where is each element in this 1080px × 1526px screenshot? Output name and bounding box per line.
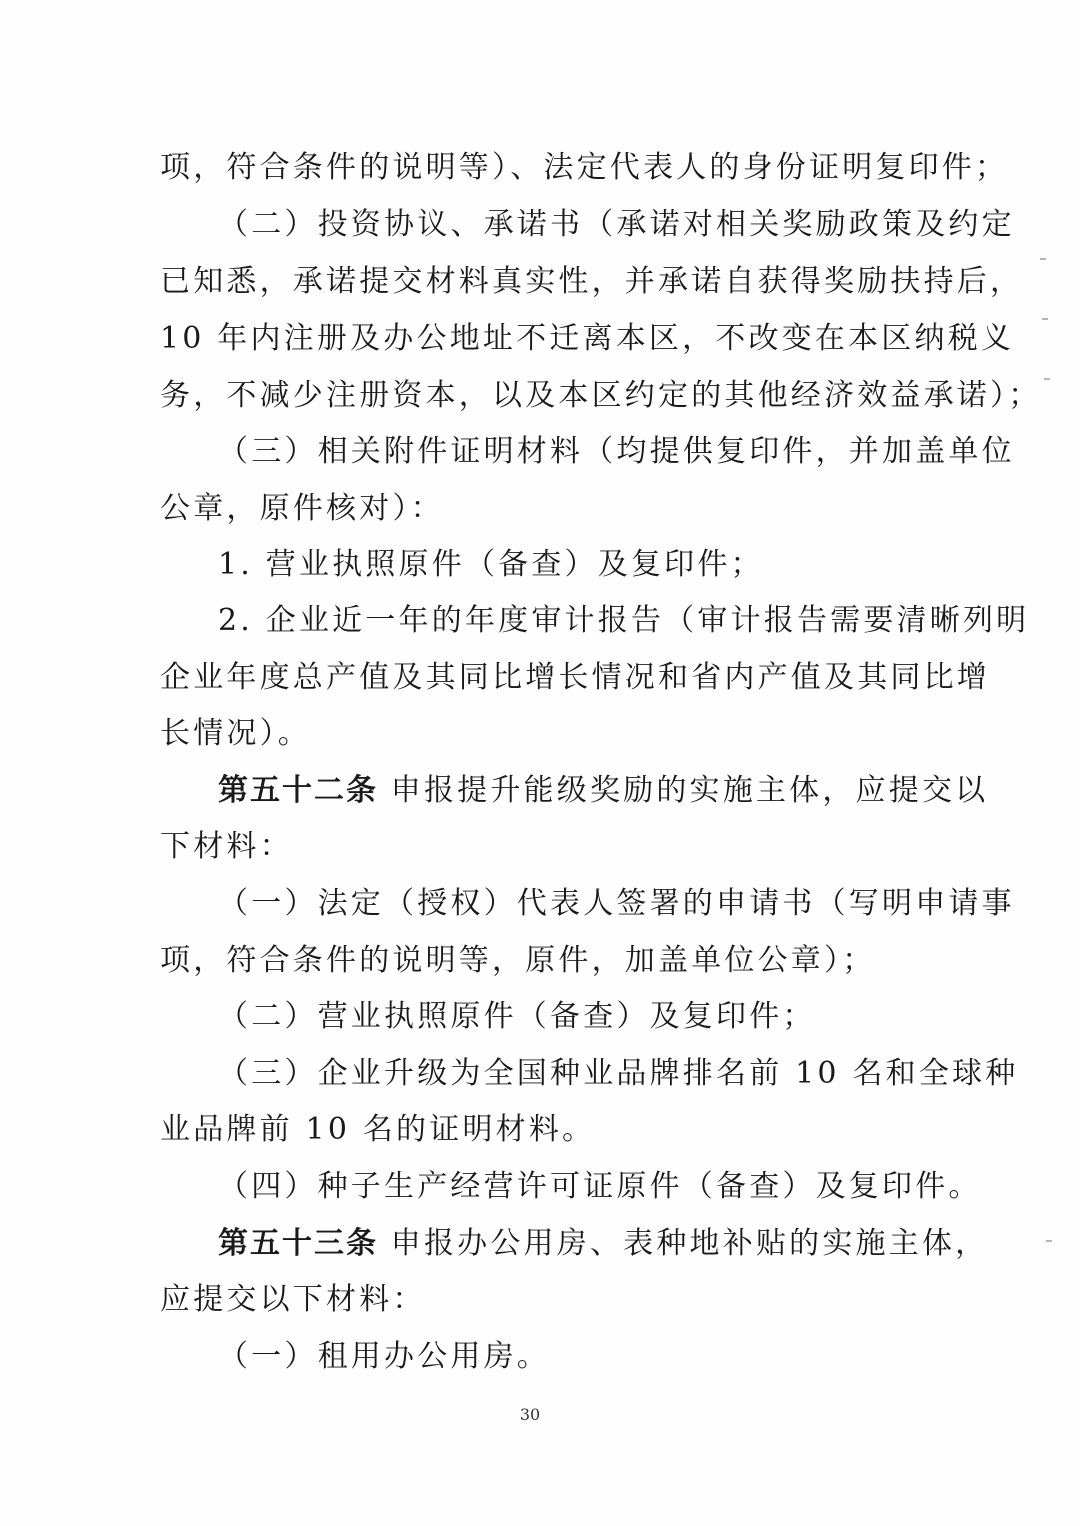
text-line: 下材料： xyxy=(160,829,293,864)
text-line: （三）相关附件证明材料（均提供复印件，并加盖单位 xyxy=(218,434,1015,469)
article-text: 申报提升能级奖励的实施主体，应提交以 xyxy=(390,773,989,808)
text-line: （二）投资协议、承诺书（承诺对相关奖励政策及约定 xyxy=(218,207,1015,242)
text-line: 已知悉，承诺提交材料真实性，并承诺自获得奖励扶持后， xyxy=(160,264,1024,299)
scan-speck xyxy=(1040,258,1046,260)
text-line: （二）营业执照原件（备查）及复印件； xyxy=(218,999,816,1034)
article-number: 第五十三条 xyxy=(218,1226,378,1261)
text-line: 项，符合条件的说明等）、法定代表人的身份证明复印件； xyxy=(160,150,1009,185)
article-53-paragraph xyxy=(218,1224,989,1264)
scan-speck xyxy=(1046,1240,1052,1242)
text-line: 企业年度总产值及其同比增长情况和省内产值及其同比增 xyxy=(160,660,990,695)
text-line: （一）法定（授权）代表人签署的申请书（写明申请事 xyxy=(218,886,1015,921)
text-line: （三）企业升级为全国种业品牌排名前 10 名和全球种 xyxy=(218,1056,1019,1091)
scan-speck xyxy=(1042,318,1048,320)
text-line: 2. 企业近一年的年度审计报告（审计报告需要清晰列明 xyxy=(218,603,1030,638)
article-52-paragraph xyxy=(218,771,989,811)
text-line: （一）租用办公用房。 xyxy=(218,1339,550,1374)
text-line: 项，符合条件的说明等，原件，加盖单位公章）； xyxy=(160,943,876,978)
article-text: 申报办公用房、表种地补贴的实施主体， xyxy=(390,1226,989,1261)
scan-speck xyxy=(1044,378,1050,380)
text-line: 业品牌前 10 名的证明材料。 xyxy=(160,1112,596,1147)
text-line: 10 年内注册及办公地址不迁离本区，不改变在本区纳税义 xyxy=(160,321,1015,356)
text-line: （四）种子生产经营许可证原件（备查）及复印件。 xyxy=(218,1169,982,1204)
text-line: 长情况）。 xyxy=(160,716,311,751)
text-line: 1. 营业执照原件（备查）及复印件； xyxy=(218,547,764,582)
text-line: 务，不减少注册资本，以及本区约定的其他经济效益承诺）； xyxy=(160,378,1042,413)
text-line: 公章，原件核对）： xyxy=(160,491,444,526)
text-line: 应提交以下材料： xyxy=(160,1282,426,1317)
article-number: 第五十二条 xyxy=(218,773,378,808)
page-number: 30 xyxy=(519,1405,541,1424)
